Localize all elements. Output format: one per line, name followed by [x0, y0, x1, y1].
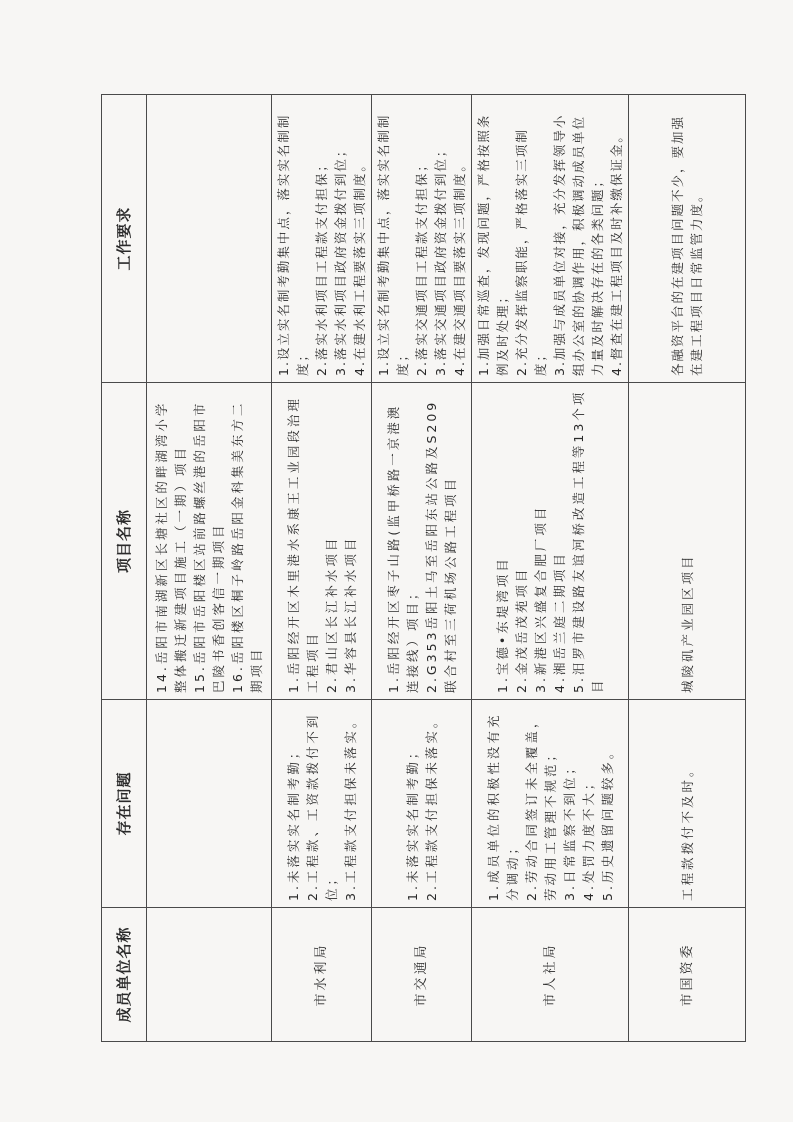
requirement-item: 4.在建交通项目要落实三项制度。: [452, 157, 467, 376]
projects-cell: [272, 383, 372, 700]
projects-cell: [472, 383, 629, 700]
problem-item: 1.成员单位的积极性没有充分调动；: [485, 712, 520, 901]
problem-item: 3.工程款支付担保未落实。: [342, 712, 358, 901]
projects-cell: [147, 383, 272, 700]
requirement-item: 2.落实水利项目工程款支付担保；: [314, 157, 329, 376]
projects-cell: [372, 383, 472, 700]
requirement-item: 3.落实交通项目政府资金拨付到位；: [433, 142, 448, 376]
requirements-cell: [629, 95, 746, 383]
requirement-item: 4.督查在建工程项目及时补缴保证金。: [609, 128, 624, 376]
project-item: 3.华容县长江补水项目: [342, 535, 358, 693]
project-item: 4.湘岳兰庭二期项目: [552, 551, 567, 693]
table-row: [629, 95, 746, 1042]
header-projects: 项目名称: [102, 383, 147, 700]
problem-item: 3.日常监察不到位；: [561, 759, 577, 901]
problem-item: 1.未落实实名制考勤；: [404, 743, 420, 901]
problems-cell: [372, 700, 472, 908]
problem-item: 2.工程款、工资款拨付不到位；: [304, 712, 339, 901]
requirements-cell: [372, 95, 472, 383]
project-item: 1.岳阳经开区枣子山路(监甲桥路一京港澳连接线）项目；: [385, 403, 420, 693]
project-item: 1.宝德•东堤湾项目: [495, 556, 510, 693]
requirements-cell: [472, 95, 629, 383]
table-header-row: [102, 95, 147, 1042]
requirement-item: 各融资平台的在建项目问题不少，要加强在建工程项目日常监管力度。: [670, 114, 704, 376]
problem-item: 2.工程款支付担保未落实。: [423, 712, 439, 901]
problems-cell: [629, 700, 746, 908]
table-row: [472, 95, 629, 1042]
project-item: 16.岳阳楼区桐子岭路岳阳金科集美东方二期项目: [230, 400, 264, 693]
problems-cell: [272, 700, 372, 908]
problem-item: 2.劳动合同签订未全覆盖，劳动用工管理不规范；: [523, 712, 558, 901]
header-problems: 存在问题: [102, 700, 147, 908]
unit-cell: [147, 908, 272, 1042]
problem-item: 5.历史遗留问题较多。: [599, 743, 615, 901]
requirement-item: 2.落实交通项目工程款支付担保；: [414, 157, 429, 376]
requirement-item: 1.设立实名制考勤集中点，落实实名制制度；: [276, 113, 310, 376]
requirements-cell: [272, 95, 372, 383]
projects-cell: [629, 383, 746, 700]
project-item: 2.君山区长江补水项目: [323, 535, 339, 693]
project-item: 3.新港区兴盛复合肥厂项目: [533, 504, 548, 693]
table-row-continuation: [147, 95, 272, 1042]
work-requirements-table: [101, 94, 746, 1042]
problem-item: 1.未落实实名制考勤；: [285, 743, 301, 901]
project-item: 15.岳阳市岳阳楼区站前路螺丝港的岳阳市巴陵书香创客信一期项目: [192, 400, 226, 693]
requirements-cell: [147, 95, 272, 383]
project-item: 2.G353岳阳土马至岳阳东站公路及S209联合村至三荷机场公路工程项目: [423, 399, 458, 693]
table-row: [372, 95, 472, 1042]
requirement-item: 4.在建水利工程要落实三项制度。: [352, 157, 367, 376]
unit-cell: 市水利局: [272, 908, 372, 1042]
table-row: [272, 95, 372, 1042]
problem-item: 工程款拨付不及时。: [679, 761, 695, 901]
requirement-item: 1.加强日常巡查，发现问题，严格按照条例及时处理；: [476, 113, 510, 376]
problems-cell: [472, 700, 629, 908]
header-unit: 成员单位名称: [102, 908, 147, 1042]
requirement-item: 1.设立实名制考勤集中点，落实实名制制度；: [376, 113, 410, 376]
project-item: 5.汨罗市建设路友谊河桥改造工程等13个项目: [571, 389, 605, 693]
requirement-item: 3.加强与成员单位对接，充分发挥领导小组办公室的协调作用，积极调动成员单位力量及时解决存在的各类问题；: [552, 113, 605, 376]
unit-cell: 市交通局: [372, 908, 472, 1042]
rotated-table-wrapper: [101, 95, 708, 1042]
requirement-item: 2.充分发挥监察职能，严格落实三项制度；: [514, 128, 548, 376]
project-item: 14.岳阳市南湖新区长塘社区的畔湖湾小学整体搬迁新建项目施工（一期）项目: [154, 400, 188, 693]
project-item: 2.金茂岳茂苑项目: [514, 566, 529, 693]
unit-cell: 市国资委: [629, 908, 746, 1042]
unit-cell: 市人社局: [472, 908, 629, 1042]
project-item: 1.岳阳经开区木里港水系康王工业园段治理工程项目: [285, 396, 320, 693]
problem-item: 4.处罚力度不大；: [580, 774, 596, 901]
requirement-item: 3.落实水利项目政府资金拨付到位；: [333, 142, 348, 376]
header-requirements: 工作要求: [102, 95, 147, 383]
problems-cell: [147, 700, 272, 908]
project-item: 城陵矶产业园区项目: [679, 553, 695, 693]
